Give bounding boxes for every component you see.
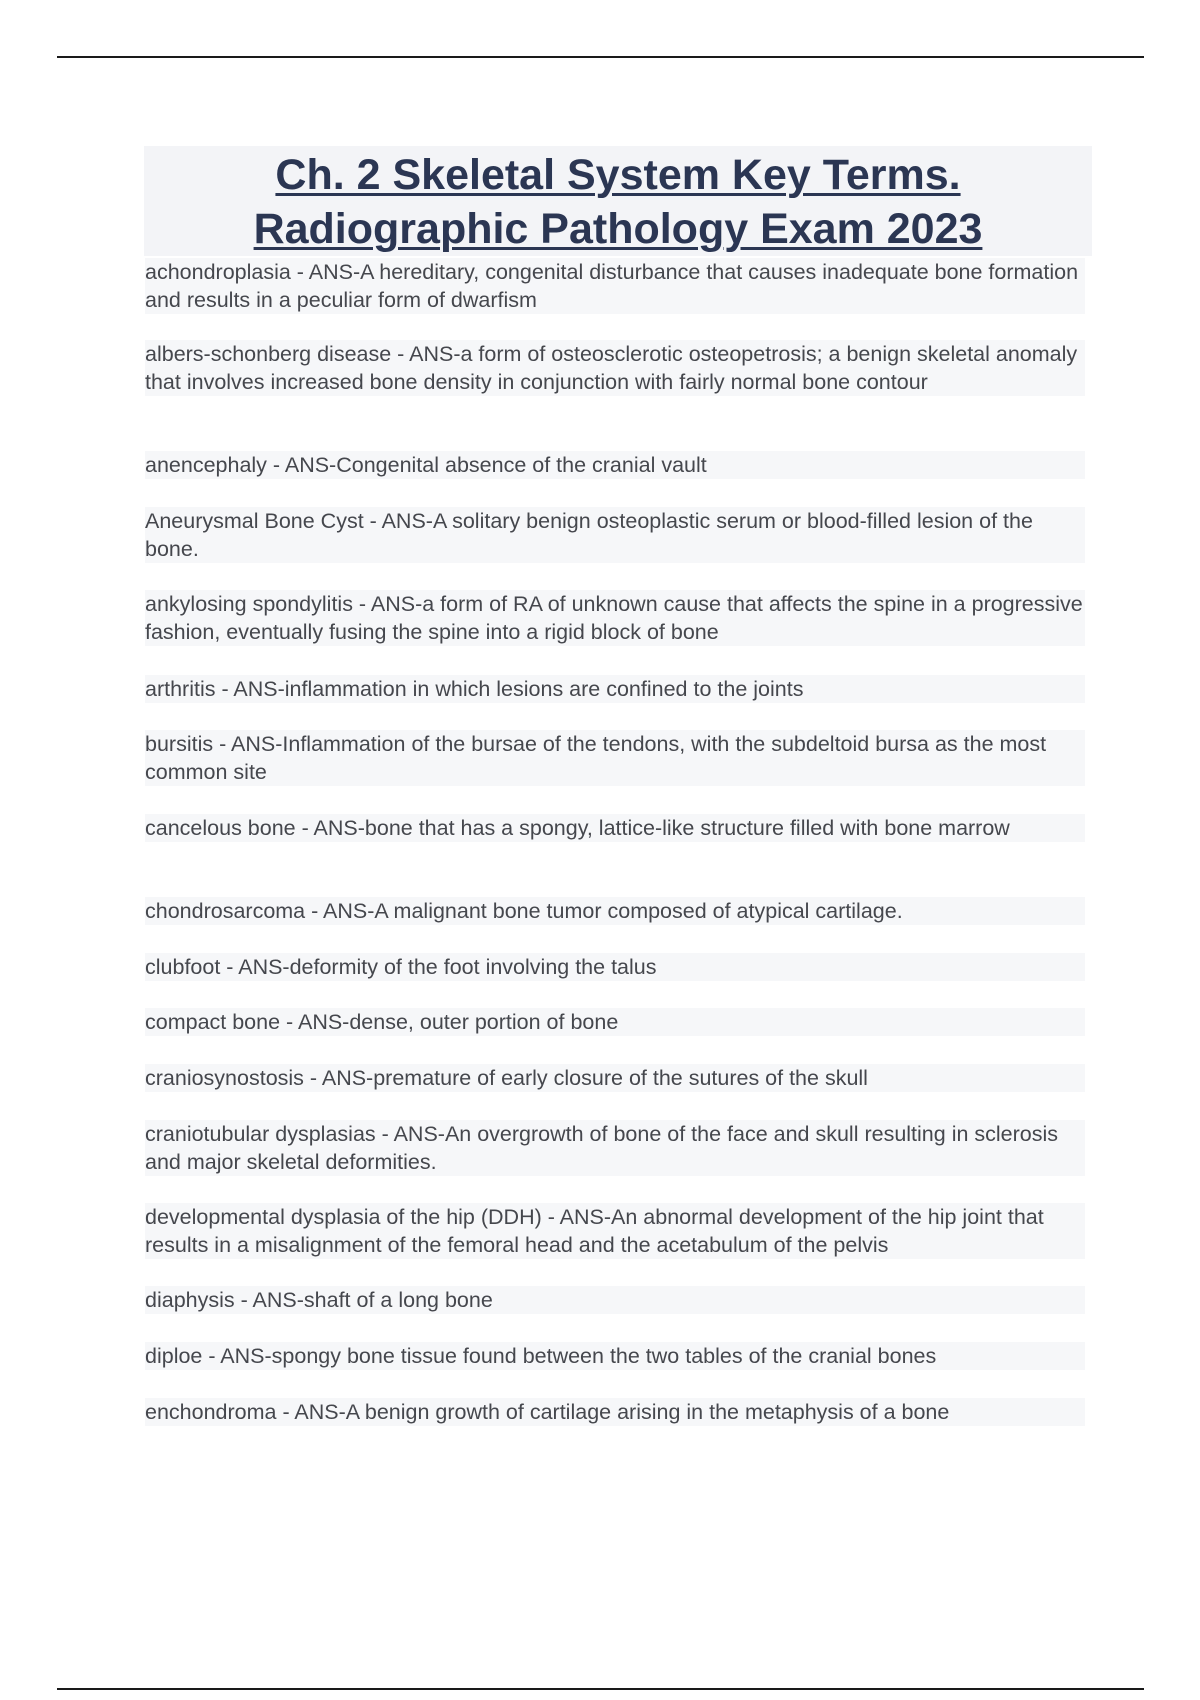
term-clubfoot: clubfoot - ANS-deformity of the foot involving the talus [145,953,1085,981]
term-arthritis: arthritis - ANS-inflammation in which lesions are confined to the joints [145,675,1085,703]
title-line-2: Radiographic Pathology Exam 2023 [253,205,983,253]
term-ankylosing-spondylitis: ankylosing spondylitis - ANS-a form of RA of unknown cause that affects the spine in a progressive fashion, eventually fusing the spine into a rigid block of bone [145,590,1085,646]
term-cancelous-bone: cancelous bone - ANS-bone that has a spongy, lattice-like structure filled with bone marrow [145,814,1085,842]
term-achondroplasia: achondroplasia - ANS-A hereditary, congenital disturbance that causes inadequate bone formation and results in a peculiar form of dwarfism [145,258,1085,314]
page-title [144,146,1092,256]
term-enchondroma: enchondroma - ANS-A benign growth of cartilage arising in the metaphysis of a bone [145,1398,1085,1426]
bottom-rule [57,1688,1144,1690]
top-rule [57,56,1144,58]
term-anencephaly: anencephaly - ANS-Congenital absence of the cranial vault [145,451,1085,479]
term-diploe: diploe - ANS-spongy bone tissue found between the two tables of the cranial bones [145,1342,1085,1370]
term-chondrosarcoma: chondrosarcoma - ANS-A malignant bone tumor composed of atypical cartilage. [145,897,1085,925]
term-compact-bone: compact bone - ANS-dense, outer portion of bone [145,1008,1085,1036]
title-line-1: Ch. 2 Skeletal System Key Terms. [275,151,961,199]
term-bursitis: bursitis - ANS-Inflammation of the bursae of the tendons, with the subdeltoid bursa as the most common site [145,730,1085,786]
term-ddh: developmental dysplasia of the hip (DDH) - ANS-An abnormal development of the hip joint that results in a misalignment of the femoral head and the acetabulum of the pelvis [145,1203,1085,1259]
term-craniotubular-dysplasias: craniotubular dysplasias - ANS-An overgrowth of bone of the face and skull resulting in sclerosis and major skeletal deformities. [145,1120,1085,1176]
term-aneurysmal-bone-cyst: Aneurysmal Bone Cyst - ANS-A solitary benign osteoplastic serum or blood-filled lesion of the bone. [145,507,1085,563]
term-craniosynostosis: craniosynostosis - ANS-premature of early closure of the sutures of the skull [145,1064,1085,1092]
term-diaphysis: diaphysis - ANS-shaft of a long bone [145,1286,1085,1314]
term-albers-schonberg: albers-schonberg disease - ANS-a form of osteosclerotic osteopetrosis; a benign skeletal anomaly that involves increased bone density in conjunction with fairly normal bone contour [145,340,1085,396]
